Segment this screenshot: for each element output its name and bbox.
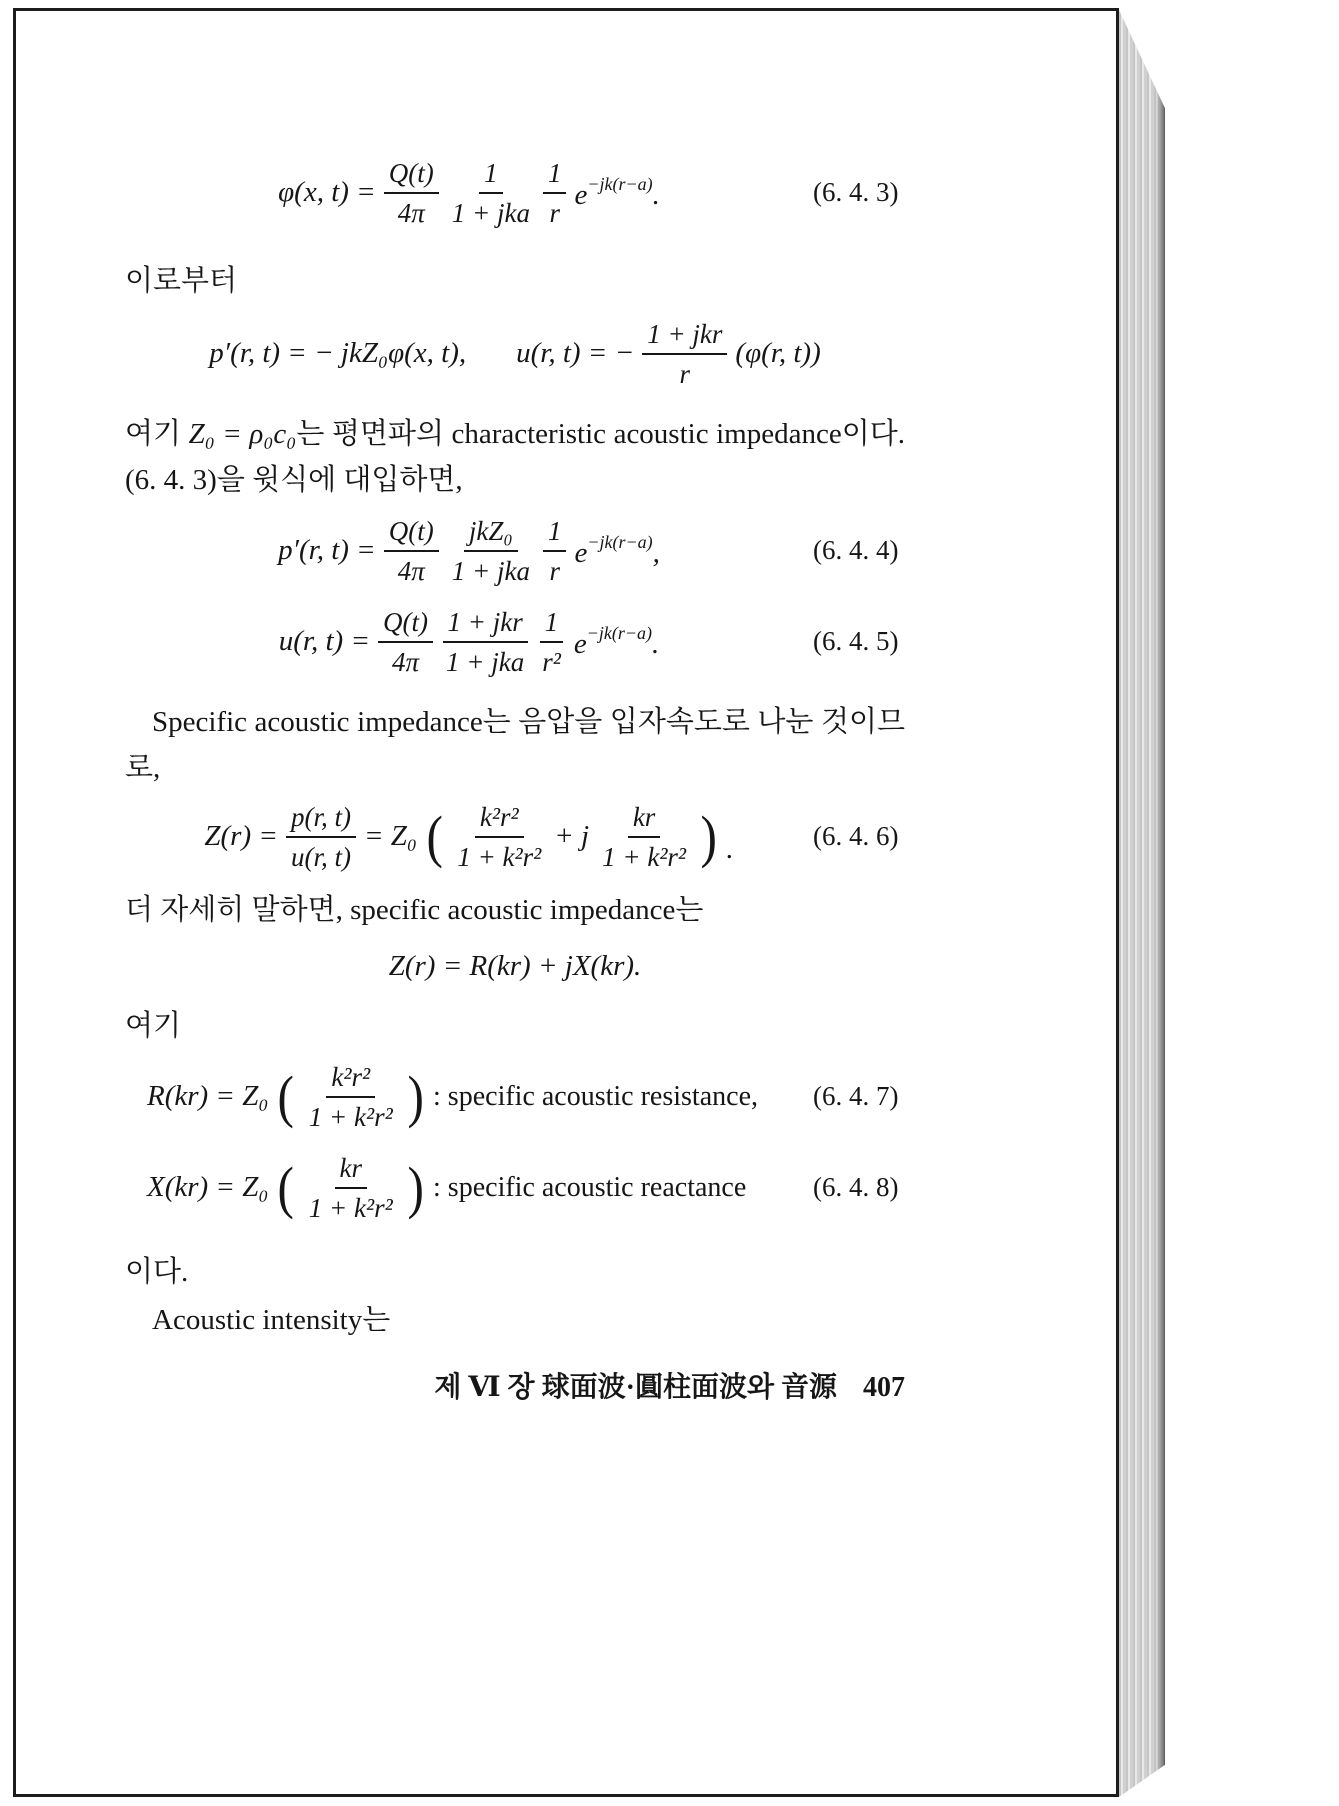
page-face [13, 8, 1119, 1797]
eq-tail: . [726, 833, 734, 865]
numerator: kr [335, 1150, 368, 1189]
eq-lhs: X(kr) = Z₀ [147, 1171, 269, 1203]
fraction [304, 1150, 398, 1225]
eq-lhs: φ(x, t) = [278, 176, 376, 208]
fraction [304, 1059, 398, 1134]
equation-number: (6. 4. 7) [813, 1081, 899, 1111]
eq-label: : specific acoustic reactance [433, 1171, 747, 1203]
exp-base: e [574, 178, 588, 211]
fraction [642, 316, 727, 391]
exp-base: e [574, 536, 588, 569]
denominator: 1 + k²r² [457, 842, 542, 872]
exponential-term [574, 623, 659, 661]
book-page-stack-edge [1119, 10, 1165, 1797]
numerator: jkZ₀ [464, 513, 518, 552]
eq-second-tail: (φ(r, t)) [735, 337, 821, 369]
denominator: 1 + jka [446, 647, 525, 677]
numerator: 1 + jkr [642, 316, 727, 355]
equation-number: (6. 4. 8) [813, 1172, 899, 1202]
fraction [384, 513, 439, 588]
paragraph-acoustic-intensity: Acoustic intensity는 [152, 1304, 391, 1336]
paragraph-here: 여기 [125, 1010, 182, 1042]
equation-body [125, 1059, 813, 1134]
numerator: 1 + jkr [443, 604, 528, 643]
denominator: 1 + jka [451, 556, 530, 586]
numerator: 1 [540, 604, 564, 643]
numerator: 1 [543, 513, 567, 552]
exp-base: e [573, 627, 587, 660]
numerator: 1 [543, 155, 567, 194]
eq-mid: = Z₀ [363, 820, 417, 852]
fraction [543, 155, 567, 230]
denominator: r [549, 198, 560, 228]
text-segment: 는 평면파의 characteristic acoustic impedance이다. (6. 4. 3)을 윗식에 대입하면, [125, 418, 905, 496]
denominator: 1 + k²r² [602, 842, 687, 872]
eq-label: : specific acoustic resistance, [433, 1080, 758, 1112]
exponential-term [574, 532, 659, 570]
denominator: 4π [397, 556, 425, 586]
exponent: −jk(r−a) [587, 173, 653, 194]
exponent: −jk(r−a) [587, 531, 653, 552]
denominator: 1 + k²r² [308, 1102, 393, 1132]
inline-math: Z₀ = ρ₀c₀ [188, 418, 297, 450]
numerator: Q(t) [384, 155, 439, 194]
fraction [447, 513, 535, 588]
fraction [384, 155, 439, 230]
page-footer [125, 1365, 905, 1405]
numerator: kr [628, 799, 661, 838]
numerator: 1 [479, 155, 503, 194]
equation-number: (6. 4. 5) [813, 626, 899, 656]
numerator: p(r, t) [286, 799, 356, 838]
paragraph-impedance-definition [125, 411, 905, 503]
fraction [441, 604, 529, 679]
eq-tail: , [652, 536, 660, 569]
eq-tail: . [652, 178, 660, 211]
eq-text: Z(r) = R(kr) + jX(kr). [388, 949, 642, 982]
fraction [597, 799, 691, 874]
numerator: Q(t) [378, 604, 433, 643]
equation-6-4-4 [125, 513, 905, 588]
equation-pressure-velocity [125, 316, 905, 391]
equation-6-4-5 [125, 604, 905, 679]
exponential-term [574, 174, 659, 212]
equation-body [125, 1150, 813, 1225]
eq-plus-j: + j [554, 820, 590, 852]
fraction [378, 604, 433, 679]
paragraph-from-this: 이로부터 [125, 265, 238, 297]
equation-body [125, 513, 813, 588]
eq-lhs: p′(r, t) = [278, 534, 376, 566]
numerator: k²r² [475, 799, 524, 838]
text-segment: 여기 [125, 418, 189, 450]
fraction [452, 799, 546, 874]
page-content [16, 11, 1116, 1794]
fraction [537, 604, 566, 679]
exponent: −jk(r−a) [586, 622, 652, 643]
eq-lhs: R(kr) = Z₀ [147, 1080, 269, 1112]
equation-6-4-6 [125, 799, 905, 874]
numerator: Q(t) [384, 513, 439, 552]
equation-6-4-7 [125, 1059, 905, 1134]
eq-first-half: p′(r, t) = − jkZ₀φ(x, t), [209, 337, 467, 369]
equation-body [125, 155, 813, 230]
equation-body [125, 604, 813, 679]
fraction [447, 155, 535, 230]
equation-6-4-3 [125, 155, 905, 230]
right-parenthesis: ) [407, 1154, 424, 1220]
denominator: 1 + k²r² [308, 1193, 393, 1223]
eq-lhs: Z(r) = [204, 820, 278, 852]
equation-number: (6. 4. 3) [813, 177, 899, 207]
paragraph-specific-impedance: Specific acoustic impedance는 음압을 입자속도로 나눈 것이므로, [125, 706, 905, 784]
denominator: 4π [397, 198, 425, 228]
eq-tail: . [651, 627, 660, 660]
equation-body [125, 316, 905, 391]
equation-number: (6. 4. 6) [813, 821, 899, 851]
page-number: 407 [863, 1372, 905, 1403]
chapter-title: 제 Ⅵ 장 球面波·圓柱面波와 音源 [434, 1372, 837, 1403]
denominator: u(r, t) [290, 842, 351, 872]
equation-impedance-decomposition [125, 943, 905, 989]
fraction [286, 799, 356, 874]
eq-lhs: u(r, t) = [278, 625, 371, 657]
denominator: r [549, 556, 560, 586]
denominator: r² [542, 647, 561, 677]
numerator: k²r² [326, 1059, 375, 1098]
left-parenthesis: ( [277, 1063, 295, 1129]
left-parenthesis: ( [426, 803, 443, 869]
left-parenthesis: ( [277, 1154, 295, 1220]
denominator: 1 + jka [451, 198, 530, 228]
paragraph-ida: 이다. [125, 1256, 189, 1288]
equation-6-4-8 [125, 1150, 905, 1225]
right-parenthesis: ) [407, 1063, 424, 1129]
eq-second-lhs: u(r, t) = − [516, 337, 635, 369]
right-parenthesis: ) [700, 803, 717, 869]
denominator: 4π [391, 647, 420, 677]
equation-body [125, 799, 813, 874]
denominator: r [679, 359, 691, 389]
equation-body [125, 943, 905, 989]
equation-number: (6. 4. 4) [813, 535, 899, 565]
paragraph-more-precisely: 더 자세히 말하면, specific acoustic impedance는 [125, 894, 704, 926]
fraction [543, 513, 567, 588]
